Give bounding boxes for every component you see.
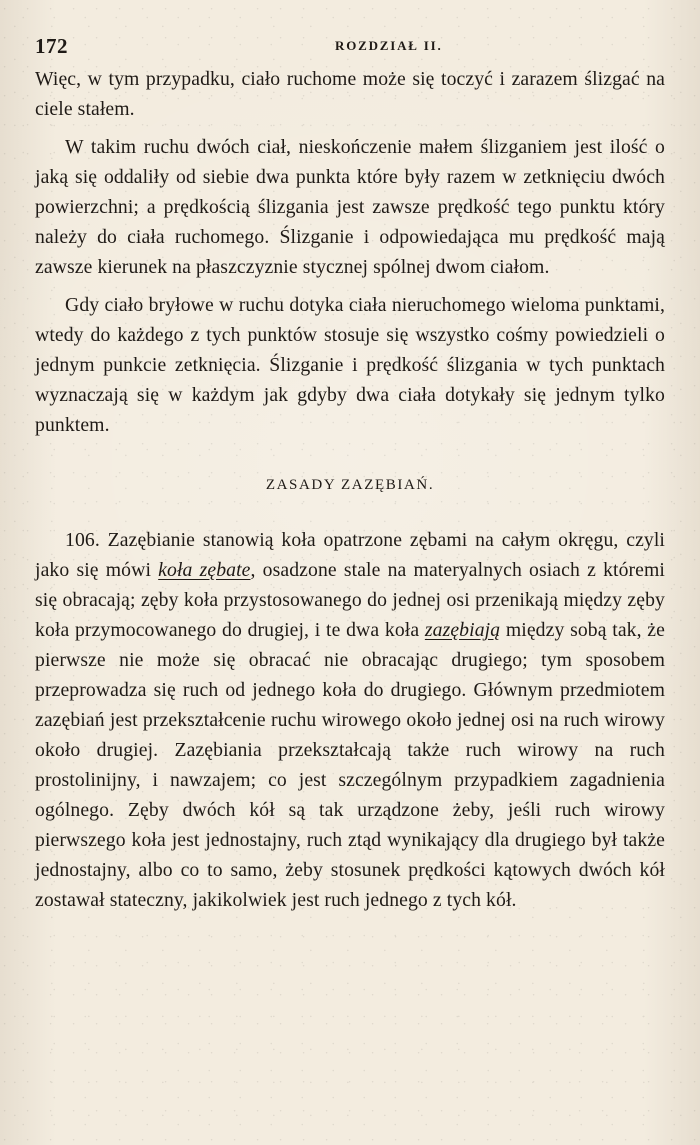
section-heading: ZASADY ZAZĘBIAŃ. [265,477,435,493]
paragraph-4-part-2: , osadzone stale na materyalnych osiach z któremi się obracają; zęby koła przystosowanego do jednej osi przenikają między zęby koła przymocowanego do drugiej, i te dwa koła [35,559,666,641]
paragraph-4-part-1: Zazębianie stanowią koła opatrzone zębami na całym okręgu, czyli jako się mówi [35,529,665,581]
emphasis-term-1: koła zębate [158,559,251,581]
paragraph-4 [35,525,665,915]
page-header [35,34,665,58]
emphasis-term-2: zazębiają [424,619,501,641]
paragraph-1: Więc, w tym przypadku, ciało ruchome może się toczyć i zarazem ślizgać na ciele stałem. [35,68,665,120]
paragraph-4-part-3: między sobą tak, że pierwsze nie może się obracać nie obracając drugiego; tym sposobem przeprowadza się ruch od jednego koła do drugiego. Głównym przedmiotem zazębiań jest przekształcenie ruchu wirowego około jednej osi na ruch wirowy około drugiej. Zazębiania przekształcają także ruch wirowy na ruch prostolinijny, i nawzajem; co jest szczególnym przypadkiem zagadnienia ogólnego. Zęby dwóch kół są tak urządzone żeby, jeśli ruch wirowy pierwszego koła jest jednostajny, ruch ztąd wynikający dla drugiego był także jednostajny, albo co to samo, żeby stosunek prędkości kątowych dwóch kół zostawał stateczny, jakikolwiek jest ruch jednego z tych kół. [35,619,665,911]
paragraph-3: Gdy ciało bryłowe w ruchu dotyka ciała nieruchomego wieloma punktami, wtedy do każdego z tych punktów stosuje się wszystko cośmy powiedzieli o jednym punkcie zetknięcia. Ślizganie i prędkość ślizgania w tych punktach wyznaczają się w każdym jak gdyby dwa ciała dotykały się jednym tylko punktem. [35,294,665,436]
page-number: 172 [35,34,68,58]
page-content [35,64,665,915]
running-head: ROZDZIAŁ II. [335,38,443,53]
paragraph-2: W takim ruchu dwóch ciał, nieskończenie małem ślizganiem jest ilość o jaką się oddaliły od siebie dwa punkta które były razem w zetknięciu dwóch powierzchni; a prędkością ślizgania jest zawsze prędkość tego punktu który należy do ciała ruchomego. Ślizganie i odpowiedająca mu prędkość mają zawsze kierunek na płaszczyznie stycznej spólnej dwom ciałom. [35,136,665,278]
paragraph-number: 106. [65,529,100,551]
